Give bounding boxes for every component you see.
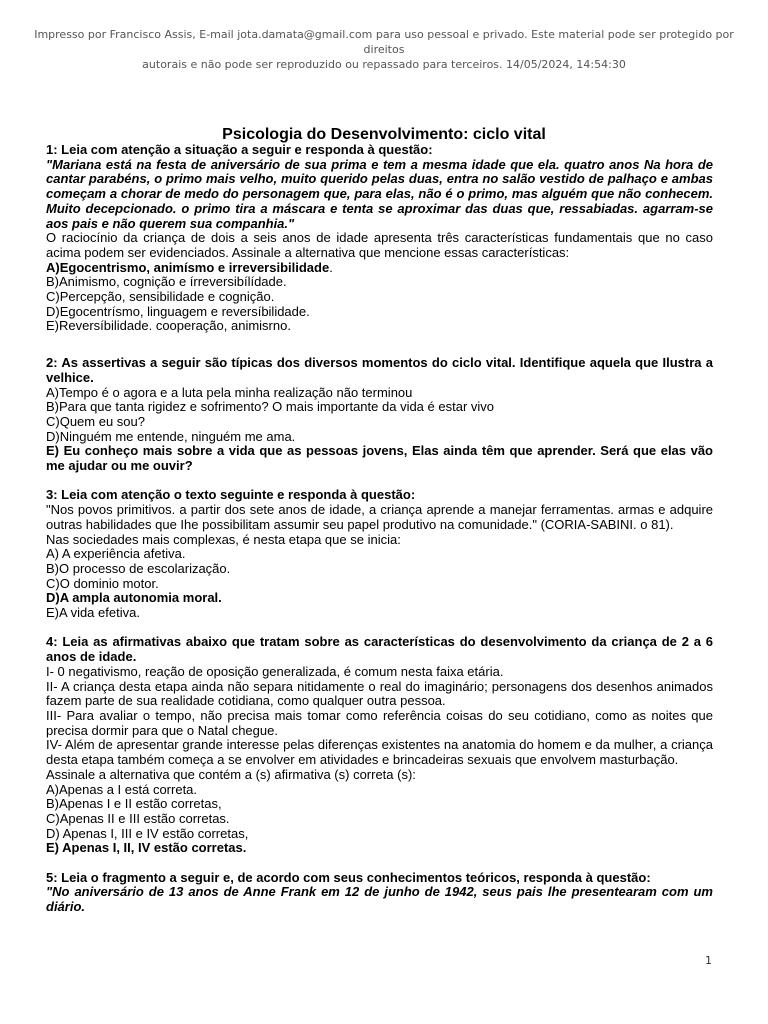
answer-option-d: D)Egocentrísmo, linguagem e reversíbilidade. [46, 303, 310, 319]
print-watermark [20, 27, 748, 72]
question-5 [46, 871, 713, 915]
question-prompt: 2: As assertivas a seguir são típicas dos diversos momentos do ciclo vital. Identifique aquela que Ilustra a velhice. [46, 355, 713, 385]
statement-i: I- 0 negativismo, reação de oposição generalizada, é comum nesta faixa etária. [46, 663, 504, 679]
question-quote: "No aniversário de 13 anos de Anne Frank em 12 de junho de 1942, seus pais lhe presentearam com um diário. [46, 884, 713, 915]
answer-option-c: C)Apenas II e III estão corretas. [46, 810, 230, 826]
watermark-line-1: Impresso por Francisco Assis, E-mail jota.damata@gmail.com para uso pessoal e privado. Este material pode ser protegido por direitos [34, 28, 734, 56]
option-suffix: . [329, 259, 333, 275]
question-text: "Nos povos primitivos. a partir dos sete anos de idade, a criança aprende a manejar ferramentas. armas e adquire outras habilidades que Ihe possibilitam assumir seu papel produtivo na comunidade." (CORIA-SABINI. o 81). [46, 502, 713, 532]
watermark-line-2: autorais e não pode ser reproduzido ou repassado para terceiros. 14/05/2024, 14:54:30 [142, 58, 626, 71]
answer-option-b: B)Animismo, cognição e írreversibílídade. [46, 274, 287, 290]
answer-option-a [46, 261, 713, 276]
question-prompt: 5: Leia o fragmento a seguir e, de acordo com seus conhecimentos teóricos, responda à questão: [46, 869, 651, 885]
question-4 [46, 635, 713, 856]
question-text-2: Nas sociedades mais complexas, é nesta etapa que se inicia: [46, 531, 401, 547]
answer-option-a: A) A experiência afetiva. [46, 546, 186, 562]
answer-option-a: A)Tempo é o agora e a luta pela minha realização não terminou [46, 384, 413, 400]
answer-option-c: C)Percepção, sensibilidade e cognição. [46, 289, 275, 305]
document-title: Psicologia do Desenvolvimento: ciclo vital [222, 126, 546, 143]
page-number: 1 [705, 954, 712, 967]
question-prompt: 4: Leia as afirmativas abaixo que tratam sobre as características do desenvolvimento da criança de 2 a 6 anos de idade. [46, 634, 713, 665]
answer-option-c: C)O dominio motor. [46, 575, 159, 591]
statement-iv: IV- Além de apresentar grande interesse pelas diferenças existentes na anatomia do homem e da mulher, a criança desta etapa também começa a se envolver em atividades e brincadeiras sexuais que envolvem masturbação. [46, 737, 713, 768]
answer-option-e: E) Apenas I, II, IV estão corretas. [46, 840, 247, 856]
question-prompt: 1: Leia com atenção a situação a seguir e responda à questão: [46, 142, 433, 157]
answer-option-e: E) Eu conheço mais sobre a vida que as pessoas jovens, Elas ainda têm que aprender. Será que elas vão me ajudar ou me ouvir? [46, 443, 713, 474]
question-prompt: 3: Leia com atenção o texto seguinte e responda à questão: [46, 487, 416, 503]
answer-option-e: E)Reversíbilidade. cooperação, animisrno. [46, 318, 291, 334]
statement-ii: II- A criança desta etapa ainda não separa nitidamente o real do imaginário; personagens dos desenhos animados fazem parte de sua realidade cotidiana, como qualquer outra pessoa. [46, 678, 713, 709]
question-3 [46, 488, 713, 620]
answer-option-b: B)O processo de escolarização. [46, 560, 231, 576]
answer-option-d: D) Apenas I, III e IV estão corretas, [46, 825, 249, 841]
question-text: Assinale a alternativa que contém a (s) afirmativa (s) correta (s): [46, 766, 416, 782]
question-text: O raciocínio da criança de dois a seis anos de idade apresenta três características fundamentais que no caso acima podem ser evidenciados. Assinale a alternativa que mencione essas características: [46, 230, 713, 260]
answer-option-c: C)Quem eu sou? [46, 413, 145, 429]
answer-option-b: B)Apenas I e II estão corretas, [46, 796, 222, 812]
option-label: A)Egocentrismo, animísmo e irreversibilidade [46, 259, 330, 275]
answer-option-e: E)A vida efetiva. [46, 605, 140, 621]
statement-iii: III- Para avaliar o tempo, não precisa mais tomar como referência coisas do seu cotidiano, como as noites que precisa dormir para que o Natal chegue. [46, 707, 713, 738]
answer-option-d: D)Ninguém me entende, ninguém me ama. [46, 428, 296, 444]
question-2 [46, 356, 713, 474]
answer-option-a: A)Apenas a I está correta. [46, 781, 198, 797]
answer-option-b: B)Para que tanta rigidez e sofrimento? O mais importante da vida é estar vivo [46, 399, 494, 415]
question-1 [46, 143, 713, 334]
answer-option-d: D)A ampla autonomia moral. [46, 590, 222, 606]
question-quote: "Mariana está na festa de aniversário de sua prima e tem a mesma idade que ela. quatro anos Na hora de cantar parabéns, o primo mais velho, muito querido pelas duas, entra no salão vestido de palhaço e ambas começam a chorar de medo do personagem que, para elas, não é o primo, mas alguém que não conhecem. Muito decepcionado. o primo tira a máscara e tenta se aproximar das duas que, ressabiadas. agarram-se aos pais e não querem sua companhia." [46, 156, 713, 231]
document-body [46, 143, 713, 915]
